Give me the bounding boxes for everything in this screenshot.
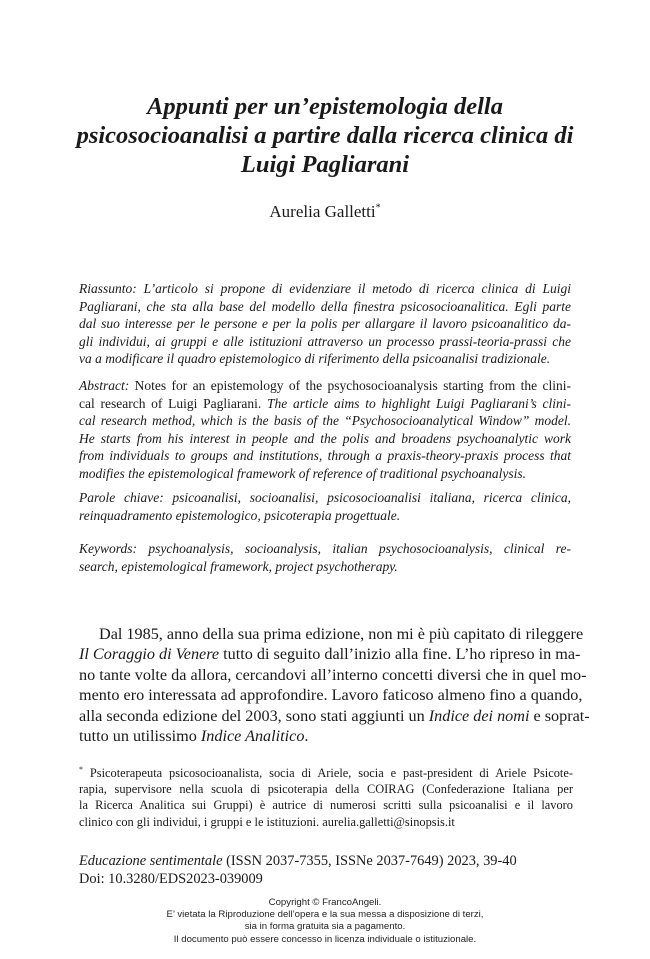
body-text: tutto di seguito dall’inizio alla fine. L’ho ripreso in ma- <box>219 645 581 664</box>
index-title: Indice dei nomi <box>428 706 530 725</box>
riassunto-line: dal suo interesse per le persone e per la polis per allargare il lavoro psicoanalitico da- <box>79 316 571 332</box>
footnote-line: clinico con gli individui, i gruppi e le istituzioni. aurelia.galletti@sinopsis.it <box>79 814 455 829</box>
book-title: Il Coraggio di Venere <box>79 645 220 664</box>
keywords-block <box>79 540 571 575</box>
footnote-line: la Ricerca Analitica sui Gruppi) è autrice di numerosi scritti sulla psicoanalisi e il lavoro <box>79 798 573 813</box>
footnote-line <box>79 765 573 781</box>
body-line <box>79 726 573 746</box>
keywords-line: search, epistemological framework, project psychotherapy. <box>79 558 398 574</box>
author-line <box>0 202 650 222</box>
footnote-line: rapia, supervisore nella scuola di psicoterapia della COIRAG (Confederazione Italiana per <box>79 782 573 797</box>
body-text: tutto un utilissimo <box>79 727 201 746</box>
title-line: psicosocioanalisi a partire dalla ricerca clinica di <box>76 122 574 149</box>
title-line: Luigi Pagliarani <box>240 151 410 178</box>
copyright-line: Copyright © FrancoAngeli. <box>268 897 382 908</box>
abstract-line: modifies the epistemological framework of reference of traditional psychoanalysis. <box>79 465 527 481</box>
footnote-marker: * <box>79 764 83 774</box>
body-text: alla seconda edizione del 2003, sono stati aggiunti un <box>79 706 429 725</box>
abstract-line <box>79 377 571 395</box>
body-line: mento ero interessata ad approfondire. Lavoro faticoso almeno fino a quando, <box>79 686 583 705</box>
parole-chiave-line: Parole chiave: psicoanalisi, socioanalisi, psicosocioanalisi italiana, ricerca clinica, <box>79 490 571 505</box>
footnote-text: Psicoterapeuta psicosocioanalista, socia di Ariele, socia e past-president di Ariele Psicote- <box>83 766 573 780</box>
copyright-line: Il documento può essere concesso in licenza individuale o istituzionale. <box>173 933 477 945</box>
abstract-line: from individuals to groups and institutions, through a praxis-theory-praxis process that <box>79 448 571 464</box>
copyright-line: E’ vietata la Riproduzione dell’opera e la sua messa a disposizione di terzi, <box>166 909 484 921</box>
article-title <box>60 92 590 179</box>
abstract-line <box>79 395 571 413</box>
title-line: Appunti per un’epistemologia della <box>147 93 503 120</box>
body-paragraph <box>79 624 590 746</box>
doi-line: Doi: 10.3280/EDS2023-039009 <box>79 870 263 887</box>
body-line <box>79 644 581 664</box>
journal-citation <box>79 853 573 888</box>
author-name: Aurelia Galletti <box>269 202 376 221</box>
abstract-block <box>79 377 571 483</box>
body-text: . <box>304 727 309 746</box>
body-line: no tante volte da allora, cercandovi all’interno concetti diversi che in quel mo- <box>79 665 587 684</box>
parole-chiave-line: reinquadramento epistemologico, psicoterapia progettuale. <box>79 507 401 523</box>
copyright-notice <box>0 897 650 946</box>
author-footnote-marker: * <box>375 202 381 214</box>
riassunto-line: va a modificare il quadro epistemologico di riferimento della psicoanalisi tradizionale. <box>79 351 551 367</box>
abstract-label: Abstract: <box>79 378 130 393</box>
body-text: e soprat- <box>529 706 590 725</box>
parole-chiave-block <box>79 489 571 524</box>
author-footnote <box>79 765 573 830</box>
index-title: Indice Analitico <box>200 727 305 746</box>
journal-name: Educazione sentimentale <box>79 853 223 869</box>
journal-details: (ISSN 2037-7355, ISSNe 2037-7649) 2023, 39-40 <box>222 853 517 869</box>
copyright-line: sia in forma gratuita sia a pagamento. <box>244 921 406 933</box>
riassunto-block <box>79 280 571 368</box>
riassunto-line: Pagliarani, che sta alla base del modello della finestra psicosocioanalitica. Egli parte <box>79 298 571 314</box>
body-line: Dal 1985, anno della sua prima edizione, non mi è più capitato di rileggere <box>99 625 584 643</box>
riassunto-line: gli individui, ai gruppi e alle istituzioni attraverso un processo prassi-teoria-prassi che <box>79 333 571 349</box>
abstract-line: cal research method, which is the basis of the “Psychosocioanalytical Window” model. <box>79 413 571 429</box>
journal-line <box>79 853 573 871</box>
keywords-line: Keywords: psychoanalysis, socioanalysis, italian psychosocioanalysis, clinical re- <box>79 541 571 556</box>
body-line <box>79 706 590 726</box>
riassunto-line: Riassunto: L’articolo si propone di evidenziare il metodo di ricerca clinica di Luigi <box>79 281 571 296</box>
abstract-text-italic: The article aims to highlight Luigi Pagliarani’s clini- <box>261 395 571 411</box>
abstract-text: cal research of Luigi Pagliarani. <box>79 395 262 411</box>
abstract-text: Notes for an epistemology of the psychosocioanalysis starting from the clini- <box>129 378 571 393</box>
abstract-line: He starts from his interest in people and the polis and broadens psychoanalytic work <box>79 430 571 446</box>
